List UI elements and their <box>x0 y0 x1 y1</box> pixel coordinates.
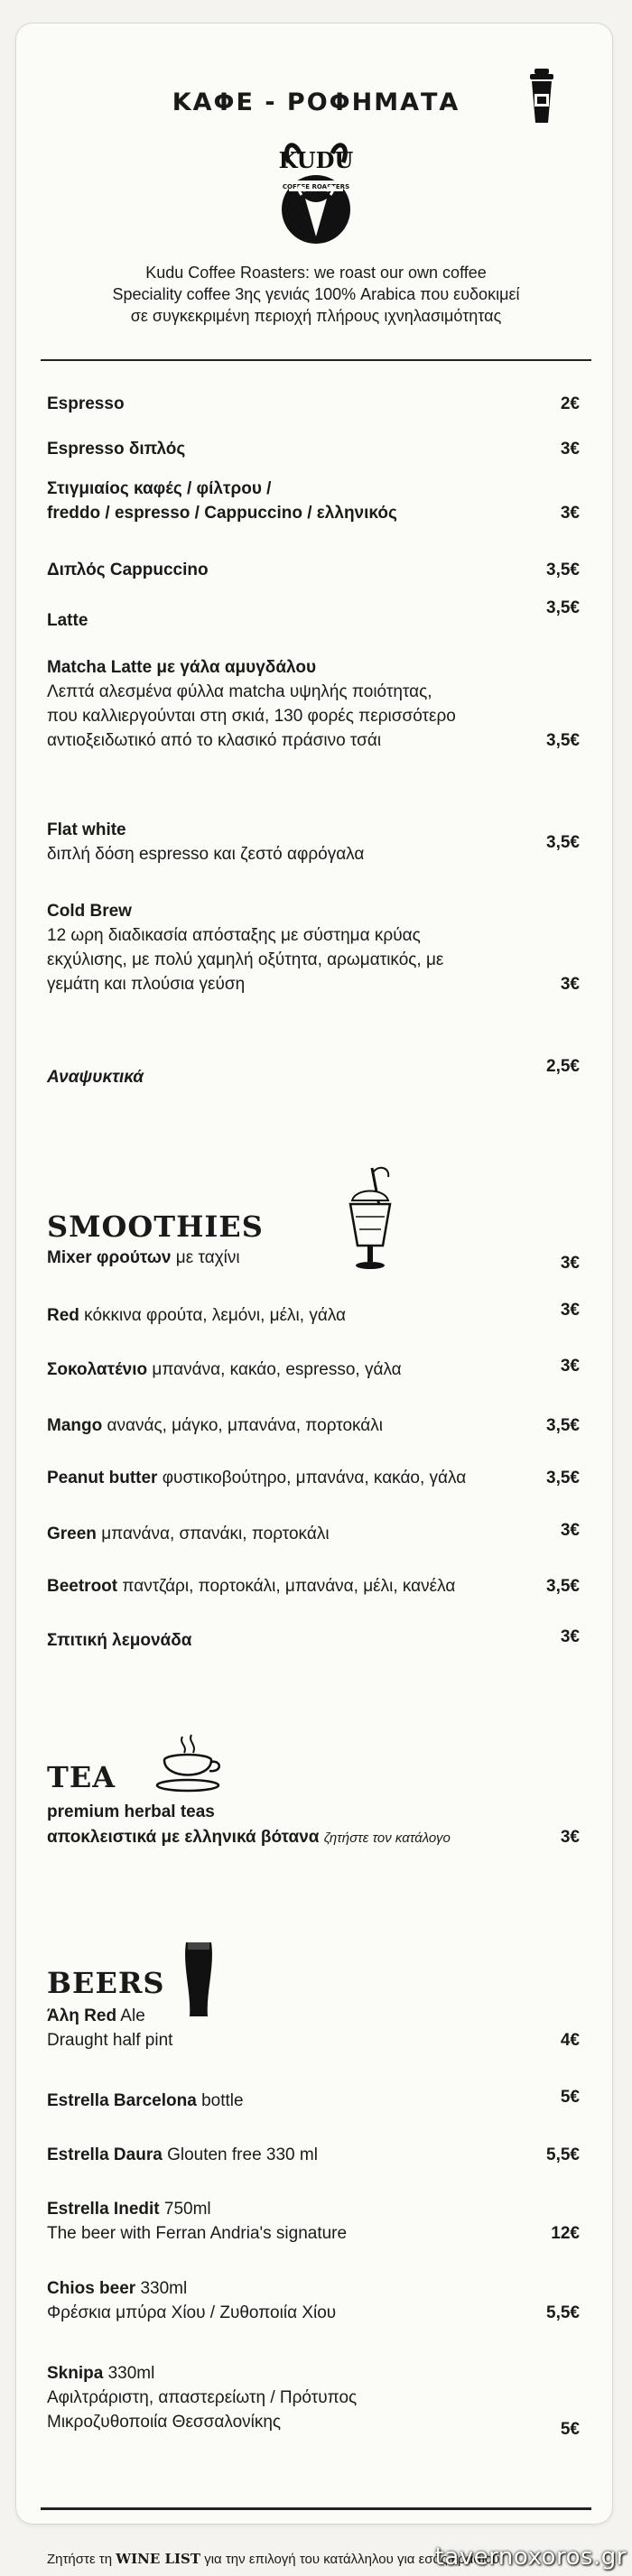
item-desc: The beer with Ferran Andria's signature <box>47 2224 348 2243</box>
menu-item <box>47 1413 580 1438</box>
item-price: 3€ <box>560 1254 580 1273</box>
item-name: Mixer φρούτων <box>47 1248 172 1267</box>
item-desc: 12 ωρη διαδικασία απόσταξης με σύστημα κρύας <box>47 926 421 945</box>
item-desc: Glouten free 330 ml <box>162 2145 318 2164</box>
menu-item <box>47 1246 580 1273</box>
item-price: 3,5€ <box>546 1416 580 1435</box>
menu-item <box>47 2276 580 2325</box>
item-price: 3,5€ <box>546 731 580 750</box>
item-price: 3,5€ <box>546 1577 580 1596</box>
item-name: Espresso <box>47 394 125 413</box>
item-desc: που καλλιεργούνται στη σκιά, 130 φορές περισσότερο <box>47 707 456 726</box>
item-price: 3€ <box>560 504 580 523</box>
item-price: 4€ <box>560 2031 580 2050</box>
item-price: 3€ <box>560 1357 580 1376</box>
menu-item <box>47 1057 580 1089</box>
item-desc: Φρέσκια μπύρα Χίου / Ζυθοποιία Χίου <box>47 2303 337 2322</box>
intro-line-2: Speciality coffee 3ης γενιάς 100% Arabica που ευδοκιμεί <box>112 285 520 303</box>
item-name: Άλη Red <box>47 2006 117 2025</box>
svg-text:COFFEE ROASTERS: COFFEE ROASTERS <box>282 183 350 190</box>
menu-item <box>47 818 580 866</box>
item-name: Estrella Daura <box>47 2145 163 2164</box>
footer-note <box>47 2551 499 2567</box>
menu-item <box>47 2361 580 2439</box>
item-price: 3€ <box>560 440 580 459</box>
item-name: Estrella Inedit <box>47 2200 160 2219</box>
item-price: 3,5€ <box>546 833 580 852</box>
item-price: 3,5€ <box>546 561 580 579</box>
item-desc: ανανάς, μάγκο, μπανάνα, πορτοκάλι <box>102 1416 384 1435</box>
section-title-smoothies: SMOOTHIES <box>47 1209 264 1244</box>
menu-item <box>47 1628 580 1653</box>
item-price: 3,5€ <box>546 598 580 617</box>
menu-item <box>47 1825 580 1850</box>
item-price: 3€ <box>560 1301 580 1320</box>
item-desc: 330ml <box>103 2364 155 2383</box>
page-title: ΚΑΦΕ - ΡΟΦΗΜΑΤΑ <box>172 88 460 116</box>
item-desc: 750ml <box>159 2200 211 2219</box>
item-name: αποκλειστικά με ελληνικά βότανα <box>47 1828 320 1847</box>
item-desc: φυστικοβούτηρο, μπανάνα, κακάο, γάλα <box>157 1469 467 1487</box>
intro-line-1: Kudu Coffee Roasters: we roast our own coffee <box>145 264 487 282</box>
section-title-beers: BEERS <box>47 1966 165 2000</box>
item-name: Matcha Latte με γάλα αμυγδάλου <box>47 658 317 677</box>
section-title-tea: TEA <box>47 1760 116 1794</box>
item-price: 3€ <box>560 1828 580 1847</box>
item-desc: μπανάνα, κακάο, espresso, γάλα <box>147 1360 402 1379</box>
item-name: Sknipa <box>47 2364 104 2383</box>
item-name: Στιγμιαίος καφές / φίλτρου / <box>47 479 272 498</box>
item-name: Green <box>47 1524 97 1543</box>
item-name: Flat white <box>47 820 126 839</box>
kudu-logo <box>262 135 370 253</box>
item-desc: κόκκινα φρούτα, λεμόνι, μέλι, γάλα <box>79 1306 347 1325</box>
menu-item <box>47 655 580 753</box>
item-name: Peanut butter <box>47 1469 158 1487</box>
menu-item <box>47 558 580 582</box>
menu-item <box>47 1574 580 1598</box>
item-price: 2€ <box>560 394 580 413</box>
intro-line-3: σε συγκεκριμένη περιοχή πλήρους ιχνηλασιμότητας <box>130 307 502 325</box>
item-name: Cold Brew <box>47 902 132 921</box>
item-price: 5€ <box>560 2088 580 2107</box>
item-desc: 330ml <box>135 2279 188 2298</box>
footer-text: Ζητήστε τη <box>47 2552 116 2567</box>
item-price: 12€ <box>551 2224 580 2243</box>
menu-item <box>47 1357 580 1382</box>
item-desc: Αφιλτράριστη, απαστερείωτη / Πρότυπος <box>47 2388 358 2407</box>
menu-item <box>47 2197 580 2246</box>
divider <box>41 359 591 361</box>
menu-item <box>47 2143 580 2167</box>
item-price: 3€ <box>560 1521 580 1540</box>
item-name: Espresso διπλός <box>47 440 186 459</box>
item-desc: γεμάτη και πλούσια γεύση <box>47 975 246 994</box>
menu-item <box>47 1466 580 1490</box>
item-name: Chios beer <box>47 2279 136 2298</box>
item-name: Σπιτική λεμονάδα <box>47 1631 192 1650</box>
bottom-divider <box>41 2507 591 2510</box>
item-price: 5,5€ <box>546 2145 580 2164</box>
item-price: 3€ <box>560 1627 580 1646</box>
menu-item <box>47 1303 580 1328</box>
item-name: Σοκολατένιο <box>47 1360 148 1379</box>
item-desc: Μικροζυθοποιία Θεσσαλονίκης <box>47 2413 282 2432</box>
item-desc: αντιοξειδωτικό από το κλασικό πράσινο τσάι <box>47 731 382 750</box>
item-desc: bottle <box>196 2091 244 2110</box>
menu-item <box>47 2089 580 2113</box>
item-desc: διπλή δόση espresso και ζεστό αφρόγαλα <box>47 845 365 864</box>
menu-item <box>47 392 580 416</box>
menu-item <box>47 477 580 525</box>
item-desc: μπανάνα, σπανάκι, πορτοκάλι <box>96 1524 330 1543</box>
menu-item <box>47 899 580 996</box>
item-name: Latte <box>47 611 88 630</box>
item-name: Mango <box>47 1416 103 1435</box>
menu-item <box>47 598 580 633</box>
item-price: 3,5€ <box>546 1469 580 1487</box>
footer-text: για την επιλογή του κατάλληλου για εσάς κρασιού <box>200 2552 500 2567</box>
item-desc: εκχύλισης, με πολύ χαμηλή οξύτητα, αρωματικός, με <box>47 950 444 969</box>
item-price: 5,5€ <box>546 2303 580 2322</box>
wine-list-label: WINE LIST <box>116 2551 201 2567</box>
item-desc: με ταχίνι <box>171 1248 240 1267</box>
menu-item <box>47 437 580 461</box>
item-desc: Ale <box>116 2006 145 2025</box>
item-name: Αναψυκτικά <box>47 1068 144 1087</box>
item-price: 3€ <box>560 975 580 994</box>
item-name: Estrella Barcelona <box>47 2091 197 2110</box>
watermark: tavernoxoros.gr <box>434 2544 627 2571</box>
item-desc: Λεπτά αλεσμένα φύλλα matcha υψηλής ποιότητας, <box>47 682 432 701</box>
teacup-icon <box>155 1733 228 1796</box>
item-price: 5€ <box>560 2420 580 2439</box>
item-name: Διπλός Cappuccino <box>47 561 209 579</box>
menu-item <box>47 2004 580 2052</box>
item-desc: παντζάρι, πορτοκάλι, μπανάνα, μέλι, κανέλα <box>117 1577 456 1596</box>
item-desc: Draught half pint <box>47 2031 173 2050</box>
item-note: ζητήστε τον κατάλογο <box>323 1830 451 1846</box>
item-price: 2,5€ <box>546 1057 580 1076</box>
svg-text:KUDU: KUDU <box>278 147 354 173</box>
item-name: Red <box>47 1306 79 1325</box>
coffee-cup-icon <box>525 69 558 125</box>
item-name-line-2: freddo / espresso / Cappuccino / ελληνικός <box>47 504 397 523</box>
tea-subtitle: premium herbal teas <box>47 1802 215 1821</box>
menu-item <box>47 1522 580 1546</box>
item-name: Beetroot <box>47 1577 118 1596</box>
